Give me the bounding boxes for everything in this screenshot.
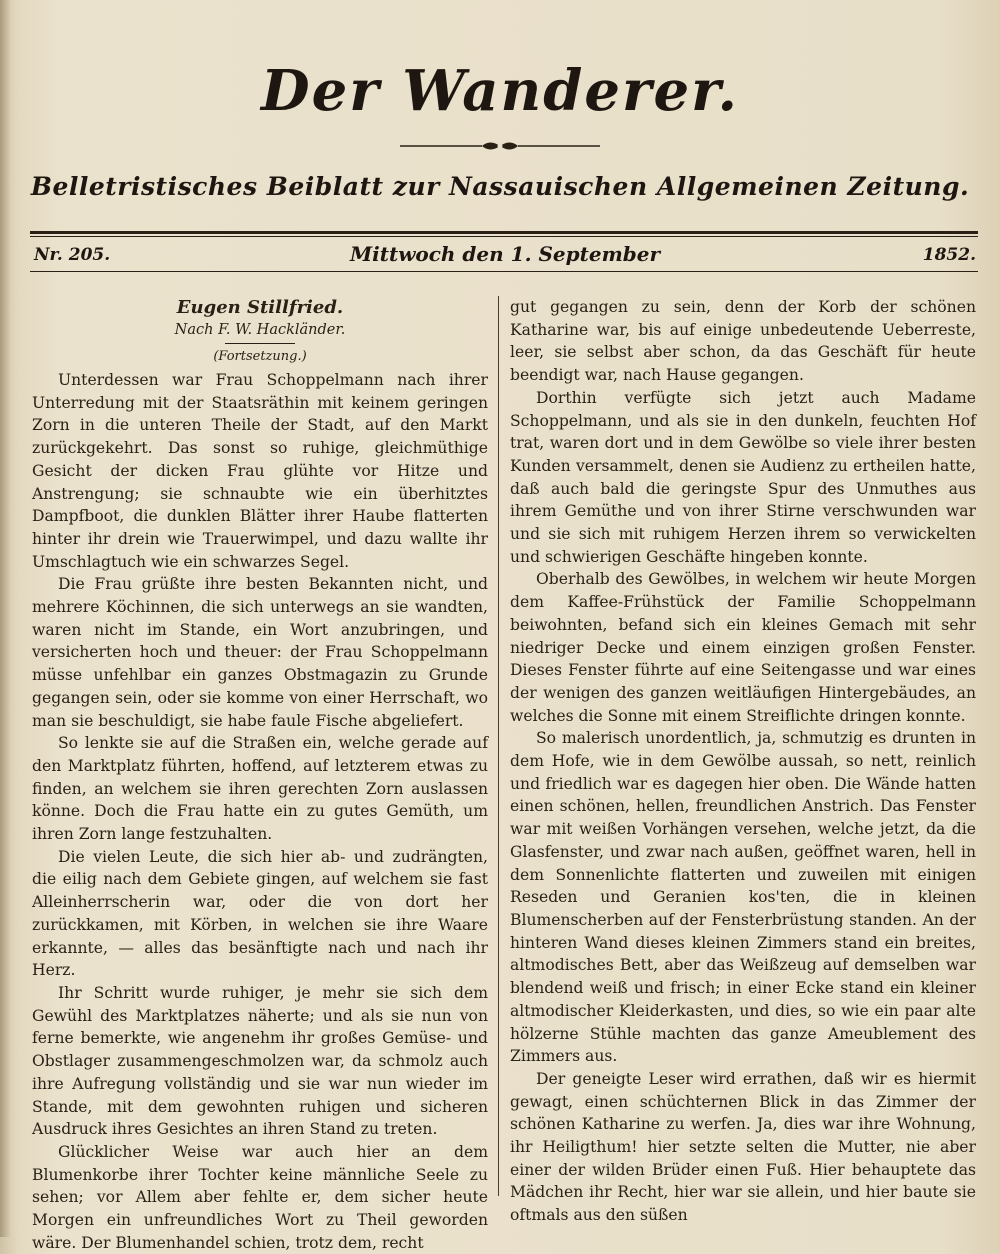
right-column xyxy=(510,296,976,1227)
ornament-divider-icon xyxy=(400,138,600,154)
header-rule-thin xyxy=(30,236,978,237)
issue-year: 1852. xyxy=(922,245,976,265)
newspaper-subtitle: Belletristisches Beiblatt zur Nassauischen Allgemeinen Zeitung. xyxy=(30,172,970,201)
masthead xyxy=(0,58,1000,124)
dateline xyxy=(34,242,976,268)
article-author: Nach F. W. Hackländer. xyxy=(174,322,346,338)
paragraph: Die vielen Leute, die sich hier ab- und zudrängten, die eilig nach dem Gebiete gingen, auf welchem sie fast Alleinherrscherin war, oder die von dort her zurückkamen, mit Körben, in welchen sie ihre Waare erkannte, — alles das besänftigte nach und nach ihr Herz. xyxy=(32,847,488,980)
paragraph: Unterdessen war Frau Schoppelmann nach ihrer Unterredung mit der Staatsräthin mit keinem geringen Zorn in die unteren Theile der Stadt, auf den Markt zurückgekehrt. Das sonst so ruhige, gleichmüthige Gesicht der dicken Frau glühte vor Hitze und Anstrengung; sie schnaubte wie ein überhitztes Dampfboot, die dunklen Blätter ihrer Haube flatterten hinter ihr drein wie Trauerwimpel, und dazu wallte ihr Umschlagtuch wie ein schwarzes Segel. xyxy=(32,371,488,571)
paragraph: Glücklicher Weise war auch hier an dem Blumenkorbe ihrer Tochter keine männliche Seele zu sehen; vor Allem aber fehlte er, dem sicher heute Morgen ein unfreundliches Wort zu Theil geworden wäre. Der Blumenhandel schien, trotz dem, recht xyxy=(32,1142,488,1252)
header-rule xyxy=(30,231,978,234)
article-title: Eugen Stillfried. xyxy=(176,297,344,318)
left-column xyxy=(32,296,488,1254)
continuation-note: (Fortsetzung.) xyxy=(213,349,307,364)
dateline-rule xyxy=(30,271,978,272)
paragraph: Ihr Schritt wurde ruhiger, je mehr sie sich dem Gewühl des Marktplatzes näherte; und als sie nun von ferne bemerkte, wie angenehm ihr großes Gemüse- und Obstlager zusammengeschmolzen war, da schmolz auch ihre Aufregung vollständig und sie war nun wieder im Stande, mit dem gewohnten ruhigen und sicheren Ausdruck ihres Gesichtes an ihren Stand zu treten. xyxy=(32,983,488,1139)
column-divider xyxy=(498,296,499,1196)
newspaper-title: Der Wanderer. xyxy=(261,58,739,124)
paragraph: Der geneigte Leser wird errathen, daß wir es hiermit gewagt, einen schüchternen Blick in das Zimmer der schönen Katharine zu werfen. Ja, dies war ihre Wohnung, ihr Heiligthum! hier setzte selten die Mutter, nie aber einer der wilden Brüder einen Fuß. Hier behauptete das Mädchen ihr Recht, hier war sie allein, und hier baute sie oftmals aus den süßen xyxy=(510,1069,976,1225)
paragraph: So lenkte sie auf die Straßen ein, welche gerade auf den Marktplatz führten, hoffend, auf letzterem etwas zu finden, an welchem sie ihren gerechten Zorn auslassen könne. Doch die Frau hatte ein zu gutes Gemüth, um ihren Zorn lange festzuhalten. xyxy=(32,734,488,844)
paragraph: So malerisch unordentlich, ja, schmutzig es drunten in dem Hofe, wie in dem Gewölbe aussah, so nett, reinlich und friedlich war es dagegen hier oben. Die Wände hatten einen schönen, hellen, freundlichen Anstrich. Das Fenster war mit weißen Vorhängen versehen, welche jetzt, da die Glasfenster, und zwar nach außen, geöffnet waren, hell in dem Sonnenlichte flatterten und zuweilen mit einigen Reseden und Geranien kos'ten, die in kleinen Blumenscherben auf der Fensterbrüstung standen. An der hinteren Wand dieses kleinen Zimmers stand ein breites, altmodisches Bett, aber das Weißzeug auf demselben war blendend weiß und frisch; in einer Ecke stand ein kleiner altmodischer Kleiderkasten, und dies, so wie ein paar alte hölzerne Stühle machten das ganze Ameublement des Zimmers aus. xyxy=(510,729,976,1066)
paragraph: Die Frau grüßte ihre besten Bekannten nicht, und mehrere Köchinnen, die sich unterwegs an sie wandten, waren nicht im Stande, ein Wort anzubringen, und versicherten hoch und theuer: der Frau Schoppelmann müsse unfehlbar ein ganzes Obstmagazin zu Grunde gegangen sein, oder sie komme von einer Herrschaft, wo man sie beschuldigt, sie habe faule Fische abgeliefert. xyxy=(32,575,488,730)
issue-number: Nr. 205. xyxy=(34,245,111,265)
paragraph: gut gegangen zu sein, denn der Korb der schönen Katharine war, bis auf einige unbedeutende Ueberreste, leer, sie selbst aber schon, da das Geschäft für heute beendigt war, nach Hause gegangen. xyxy=(510,298,976,385)
paragraph: Oberhalb des Gewölbes, in welchem wir heute Morgen dem Kaffee-Frühstück der Familie Schoppelmann beiwohnten, befand sich ein kleines Gemach mit sehr niedriger Decke und einem einzigen großen Fenster. Dieses Fenster führte auf eine Seitengasse und war eines der wenigen des ganzen weitläufigen Hintergebäudes, an welches die Sonne mit einem Streiflichte dringen konnte. xyxy=(510,570,976,725)
author-rule xyxy=(225,343,295,344)
issue-date: Mittwoch den 1. September xyxy=(349,242,661,266)
paragraph: Dorthin verfügte sich jetzt auch Madame Schoppelmann, und als sie in den dunkeln, feuchten Hof trat, waren dort und in dem Gewölbe so viele ihrer besten Kunden versammelt, denen sie Audienz zu ertheilen hatte, daß auch bald die geringste Spur des Unmuthes aus ihrem Gemüthe und von ihrer Stirne verschwunden war und sie sich mit ruhigem Herzen ihrem so verwickelten und schwierigen Geschäfte hingeben konnte. xyxy=(510,388,976,566)
